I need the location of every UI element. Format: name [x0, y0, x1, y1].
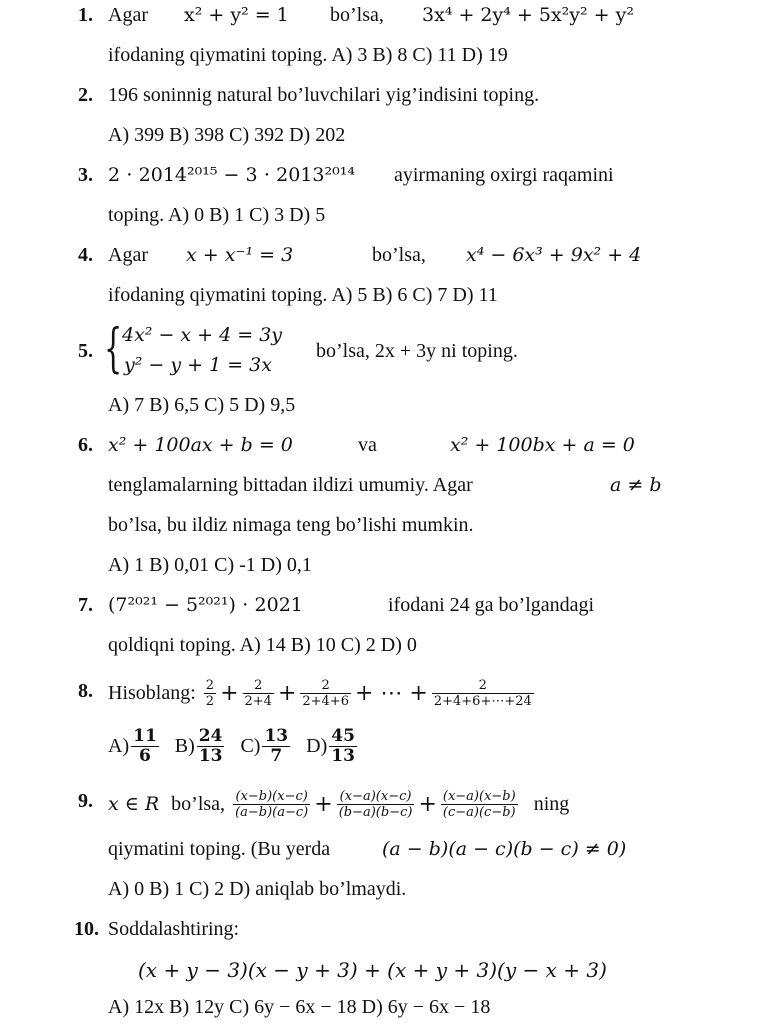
math-expression: x⁴ − 6x³ + 9x² + 4 — [466, 244, 642, 266]
fraction — [197, 727, 225, 766]
numerator: (x−b)(x−c) — [233, 789, 310, 805]
answer-options: A) 399 B) 398 C) 392 D) 202 — [108, 124, 346, 146]
numerator: 2 — [300, 678, 351, 694]
ellipsis-plus: + ⋯ + — [354, 680, 428, 706]
problem-number: 8. — [78, 680, 93, 702]
math-expression: 4x² − x + 4 = 3y — [122, 324, 283, 346]
problem-8-answers — [0, 722, 768, 770]
denominator: 13 — [331, 745, 355, 766]
denominator: 13 — [198, 745, 223, 766]
problem-10-line-1 — [0, 918, 768, 948]
plus-sign: + — [418, 791, 437, 817]
problem-2-line-1 — [0, 84, 768, 114]
problem-9-line-2 — [0, 838, 768, 868]
problem-8-line-1 — [0, 676, 768, 710]
sum-expression — [108, 782, 569, 826]
problem-5-answers — [0, 394, 768, 424]
answer-options: A) 7 B) 6,5 C) 5 D) 9,5 — [108, 394, 296, 416]
problem-9-answers — [0, 878, 768, 908]
fraction — [329, 727, 357, 766]
answer-options: A) 0 B) 1 C) 2 D) aniqlab bo’lmaydi. — [108, 878, 407, 900]
denominator: (a−b)(a−c) — [235, 804, 309, 820]
problem-number: 10. — [74, 918, 99, 940]
problem-lead: Agar — [108, 244, 148, 266]
numerator: 24 — [198, 725, 223, 746]
numerator: 11 — [133, 725, 157, 746]
problem-text: qiymatini toping. (Bu yerda — [108, 838, 331, 860]
problem-10-answers — [0, 996, 768, 1026]
problem-5-condition — [0, 340, 768, 370]
denominator: 2+4 — [244, 693, 272, 709]
fraction — [337, 789, 415, 820]
problem-number: 3. — [78, 164, 93, 186]
math-expression: (7²⁰²¹ − 5²⁰²¹) ⋅ 2021 — [108, 594, 303, 616]
math-expression: (x + y − 3)(x − y + 3) + (x + y + 3)(y − x + 3) — [138, 958, 607, 982]
plus-sign: + — [277, 680, 297, 706]
math-expression: (a − b)(a − c)(b − c) ≠ 0) — [382, 838, 627, 860]
math-expression: x² + 100ax + b = 0 — [108, 434, 293, 456]
problem-text: bo’lsa, 2x + 3y ni toping. — [316, 340, 518, 362]
problem-number: 2. — [78, 84, 93, 106]
denominator: 6 — [139, 745, 151, 766]
problem-2-line-2 — [0, 124, 768, 154]
denominator: (c−a)(c−b) — [442, 804, 516, 820]
problem-text: bo’lsa, bu ildiz nimaga teng bo’lishi mumkin. — [108, 514, 474, 536]
option-label: D) — [306, 734, 328, 757]
problem-10-expression — [0, 958, 768, 988]
problem-7-line-1 — [0, 594, 768, 624]
math-expression: x² + 100bx + a = 0 — [450, 434, 635, 456]
math-expression: x + x⁻¹ = 3 — [186, 244, 294, 266]
option-label: B) — [174, 734, 195, 757]
fraction — [233, 789, 310, 820]
problem-condition: bo’lsa, — [372, 244, 426, 266]
problem-number: 1. — [78, 4, 93, 26]
answer-options: A) 1 B) 0,01 C) -1 D) 0,1 — [108, 554, 312, 576]
answer-options: A) 12x B) 12y C) 6y − 6x − 18 D) 6y − 6x − 18 — [108, 996, 491, 1018]
problem-text: 196 soninnig natural bo’luvchilari yig’indisini toping. — [108, 84, 540, 106]
problem-lead: Agar — [108, 4, 148, 26]
problem-text: ifodaning qiymatini toping. A) 5 B) 6 C) 7 D) 11 — [108, 284, 498, 306]
math-expression: 3x⁴ + 2y⁴ + 5x²y² + y² — [422, 4, 634, 26]
plus-sign: + — [220, 680, 239, 706]
denominator: 7 — [270, 745, 283, 766]
sum-expression — [108, 676, 536, 710]
denominator: (b−a)(b−c) — [338, 804, 413, 820]
problem-4-line-2 — [0, 284, 768, 314]
problem-4-line-1 — [0, 244, 768, 274]
denominator: 2 — [205, 693, 215, 709]
problem-6-line-2 — [0, 474, 768, 504]
system-brace: { — [104, 319, 123, 379]
answer-options — [108, 722, 359, 770]
numerator: 2 — [432, 678, 534, 694]
numerator: 13 — [264, 725, 289, 746]
problem-number: 6. — [78, 434, 93, 456]
numerator: 2 — [243, 678, 274, 694]
problem-7-line-2 — [0, 634, 768, 664]
problem-text: ning — [533, 792, 570, 815]
numerator: 2 — [205, 677, 215, 693]
plus-sign: + — [314, 791, 333, 817]
problem-1-line-2 — [0, 44, 768, 74]
problem-text: qoldiqni toping. A) 14 B) 10 C) 2 D) 0 — [108, 634, 417, 656]
problem-lead: Hisoblang: — [108, 681, 196, 704]
math-expression: x ∈ R — [108, 793, 160, 815]
problem-text: ayirmaning oxirgi raqamini — [394, 164, 614, 186]
problem-number: 5. — [78, 340, 93, 362]
problem-3-line-2 — [0, 204, 768, 234]
numerator: 45 — [331, 725, 355, 746]
numerator: (x−a)(x−b) — [442, 788, 516, 804]
problem-condition: bo’lsa, — [330, 4, 384, 26]
problem-6-line-3 — [0, 514, 768, 544]
fraction — [300, 678, 351, 709]
problem-1-line-1 — [0, 4, 768, 34]
problem-3-line-1 — [0, 164, 768, 194]
fraction — [432, 678, 534, 709]
option-label: A) — [108, 734, 130, 757]
problem-number: 4. — [78, 244, 93, 266]
problem-9-line-1 — [0, 782, 768, 826]
problem-6-answers — [0, 554, 768, 584]
numerator: (x−a)(x−c) — [337, 789, 415, 805]
conjunction: va — [358, 434, 377, 456]
denominator: 2+4+6+⋯+24 — [433, 693, 532, 709]
problem-number: 9. — [78, 790, 93, 812]
option-label: C) — [240, 734, 261, 757]
math-expression: a ≠ b — [610, 474, 662, 496]
problem-text: toping. A) 0 B) 1 C) 3 D) 5 — [108, 204, 326, 226]
fraction — [262, 727, 290, 766]
problem-text: tenglamalarning bittadan ildizi umumiy. Agar — [108, 474, 473, 496]
problem-text: ifodaning qiymatini toping. A) 3 B) 8 C) 11 D) 19 — [108, 44, 508, 66]
problem-text: bo’lsa, — [171, 792, 226, 815]
fraction — [243, 678, 274, 709]
math-expression: y² − y + 1 = 3x — [124, 354, 272, 376]
fraction — [131, 727, 159, 766]
math-expression: 2 ⋅ 2014²⁰¹⁵ − 3 ⋅ 2013²⁰¹⁴ — [108, 164, 355, 186]
denominator: 2+4+6 — [302, 693, 349, 709]
fraction — [204, 678, 216, 709]
problem-number: 7. — [78, 594, 93, 616]
problem-text: ifodani 24 ga bo’lgandagi — [388, 594, 595, 616]
problem-6-line-1 — [0, 434, 768, 464]
math-expression: x² + y² = 1 — [184, 4, 289, 26]
fraction — [441, 789, 518, 820]
problem-lead: Soddalashtiring: — [108, 918, 240, 940]
